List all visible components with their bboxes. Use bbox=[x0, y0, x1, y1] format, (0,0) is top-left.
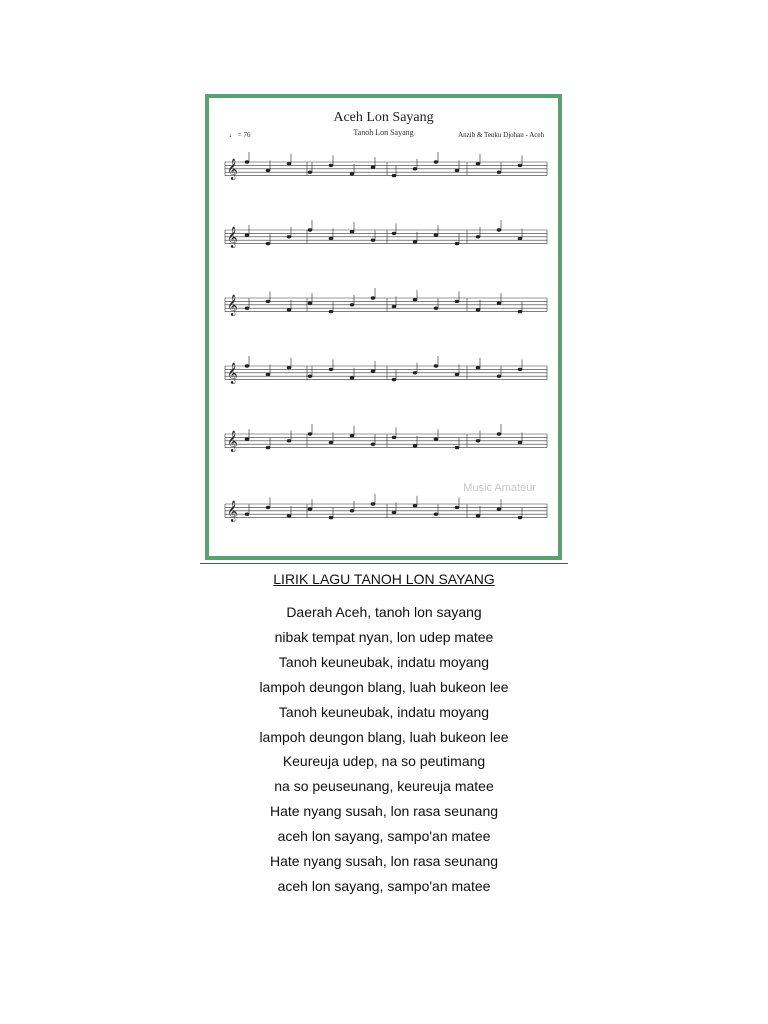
svg-text:𝄞: 𝄞 bbox=[227, 159, 238, 180]
svg-text:𝄞: 𝄞 bbox=[227, 501, 238, 522]
lyric-line: Hate nyang susah, lon rasa seunang bbox=[269, 803, 499, 820]
svg-text:𝄞: 𝄞 bbox=[227, 363, 238, 384]
lyric-line: na so peuseunang, keureuja matee bbox=[274, 778, 494, 795]
svg-text:𝄞: 𝄞 bbox=[227, 431, 238, 452]
lyric-line: Tanoh keuneubak, indatu moyang bbox=[278, 703, 490, 720]
svg-text:𝄞: 𝄞 bbox=[227, 295, 238, 316]
lyrics-list bbox=[0, 600, 768, 899]
lyric-line: Tanoh keuneubak, indatu moyang bbox=[278, 653, 490, 670]
lyric-line: aceh lon sayang, sampo'an matee bbox=[277, 877, 491, 894]
sheet-music-image bbox=[205, 94, 562, 560]
lyrics-heading: LIRIK LAGU TANOH LON SAYANG bbox=[273, 571, 495, 587]
divider bbox=[200, 563, 568, 564]
watermark: Music Amateur bbox=[463, 482, 536, 494]
sheet-title: Aceh Lon Sayang bbox=[333, 110, 434, 125]
composer-credit: Anzib & Teuku Djohan - Aceh bbox=[458, 131, 544, 139]
lyric-line: nibak tempat nyan, lon udep matee bbox=[274, 628, 494, 645]
tempo-marking: ♩ = 76 bbox=[229, 131, 251, 139]
lyric-line: lampoh deungon blang, luah bukeon lee bbox=[259, 678, 509, 695]
svg-text:𝄞: 𝄞 bbox=[227, 227, 238, 248]
lyric-line: aceh lon sayang, sampo'an matee bbox=[277, 828, 491, 845]
lyric-line: Hate nyang susah, lon rasa seunang bbox=[269, 853, 499, 870]
lyric-line: lampoh deungon blang, luah bukeon lee bbox=[259, 728, 509, 745]
sheet-subtitle: Tanoh Lon Sayang bbox=[353, 128, 414, 137]
lyric-line: Daerah Aceh, tanoh lon sayang bbox=[286, 604, 482, 620]
lyric-line: Keureuja udep, na so peutimang bbox=[282, 753, 486, 770]
